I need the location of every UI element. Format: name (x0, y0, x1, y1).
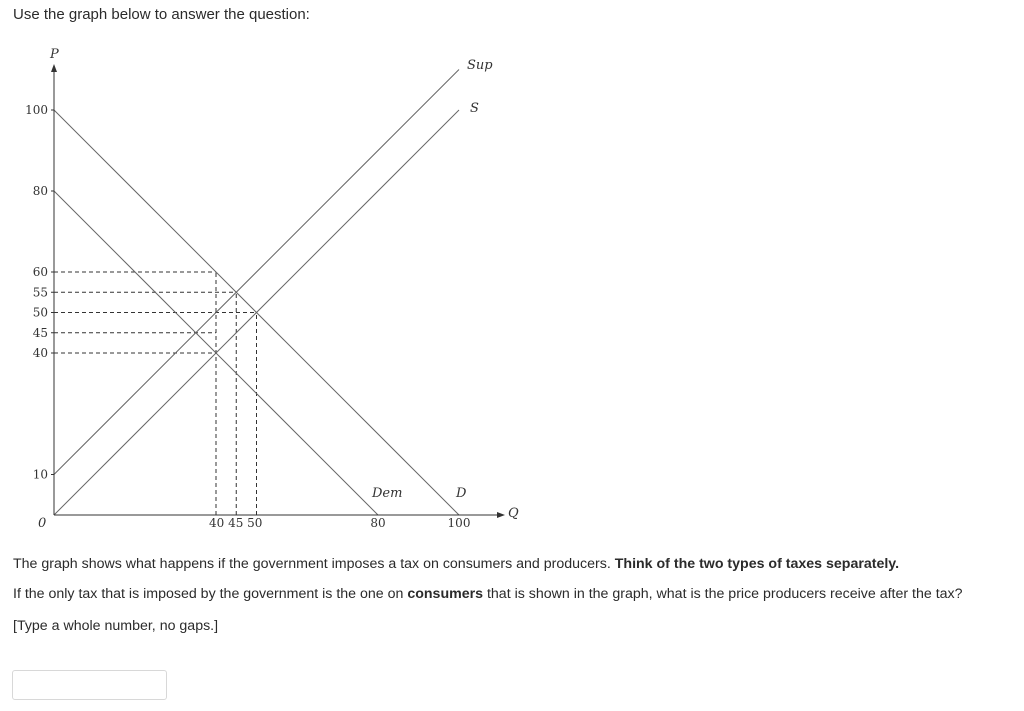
x-tick-label-80: 80 (370, 516, 386, 530)
curve-label-dem: Dem (372, 486, 403, 501)
question-text-plain: The graph shows what happens if the government imposes a tax on consumers and producers. (13, 556, 615, 572)
origin-label: 0 (38, 516, 47, 531)
question-line-1 (13, 556, 899, 572)
y-tick-label-50: 50 (32, 305, 48, 320)
y-axis-arrow (51, 64, 57, 72)
curve-label-sup: Sup (467, 58, 493, 73)
guide-lines (54, 272, 257, 515)
y-tick-label-10: 10 (32, 467, 48, 482)
tick-marks (25, 103, 470, 530)
curve-label-s: S (470, 101, 479, 116)
question-text-a: If the only tax that is imposed by the government is the one on (13, 586, 408, 602)
x-tick-label-100: 100 (447, 516, 471, 530)
answer-input[interactable] (12, 670, 167, 700)
y-tick-label-80: 80 (32, 184, 48, 198)
question-line-2 (13, 586, 963, 602)
y-tick-label-100: 100 (25, 103, 48, 117)
x-axis-label: Q (508, 506, 519, 521)
question-line-3: [Type a whole number, no gaps.] (13, 618, 219, 634)
y-tick-label-40: 40 (32, 346, 48, 360)
question-text-consumers: consumers (407, 586, 484, 602)
question-text-bold: Think of the two types of taxes separately. (614, 556, 900, 572)
curve-label-d: D (456, 486, 467, 501)
supply-demand-graph (0, 36, 540, 536)
question-text-b: that is shown in the graph, what is the price producers receive after the tax? (483, 586, 963, 602)
x-tick-group-label: 40 45 50 (209, 516, 263, 530)
y-tick-label-55: 55 (32, 285, 48, 300)
y-tick-label-60: 60 (32, 265, 48, 279)
y-tick-label-45: 45 (32, 325, 48, 340)
x-axis-arrow (497, 512, 505, 518)
y-axis-label: P (50, 47, 59, 62)
intro-text: Use the graph below to answer the question: (13, 6, 310, 23)
